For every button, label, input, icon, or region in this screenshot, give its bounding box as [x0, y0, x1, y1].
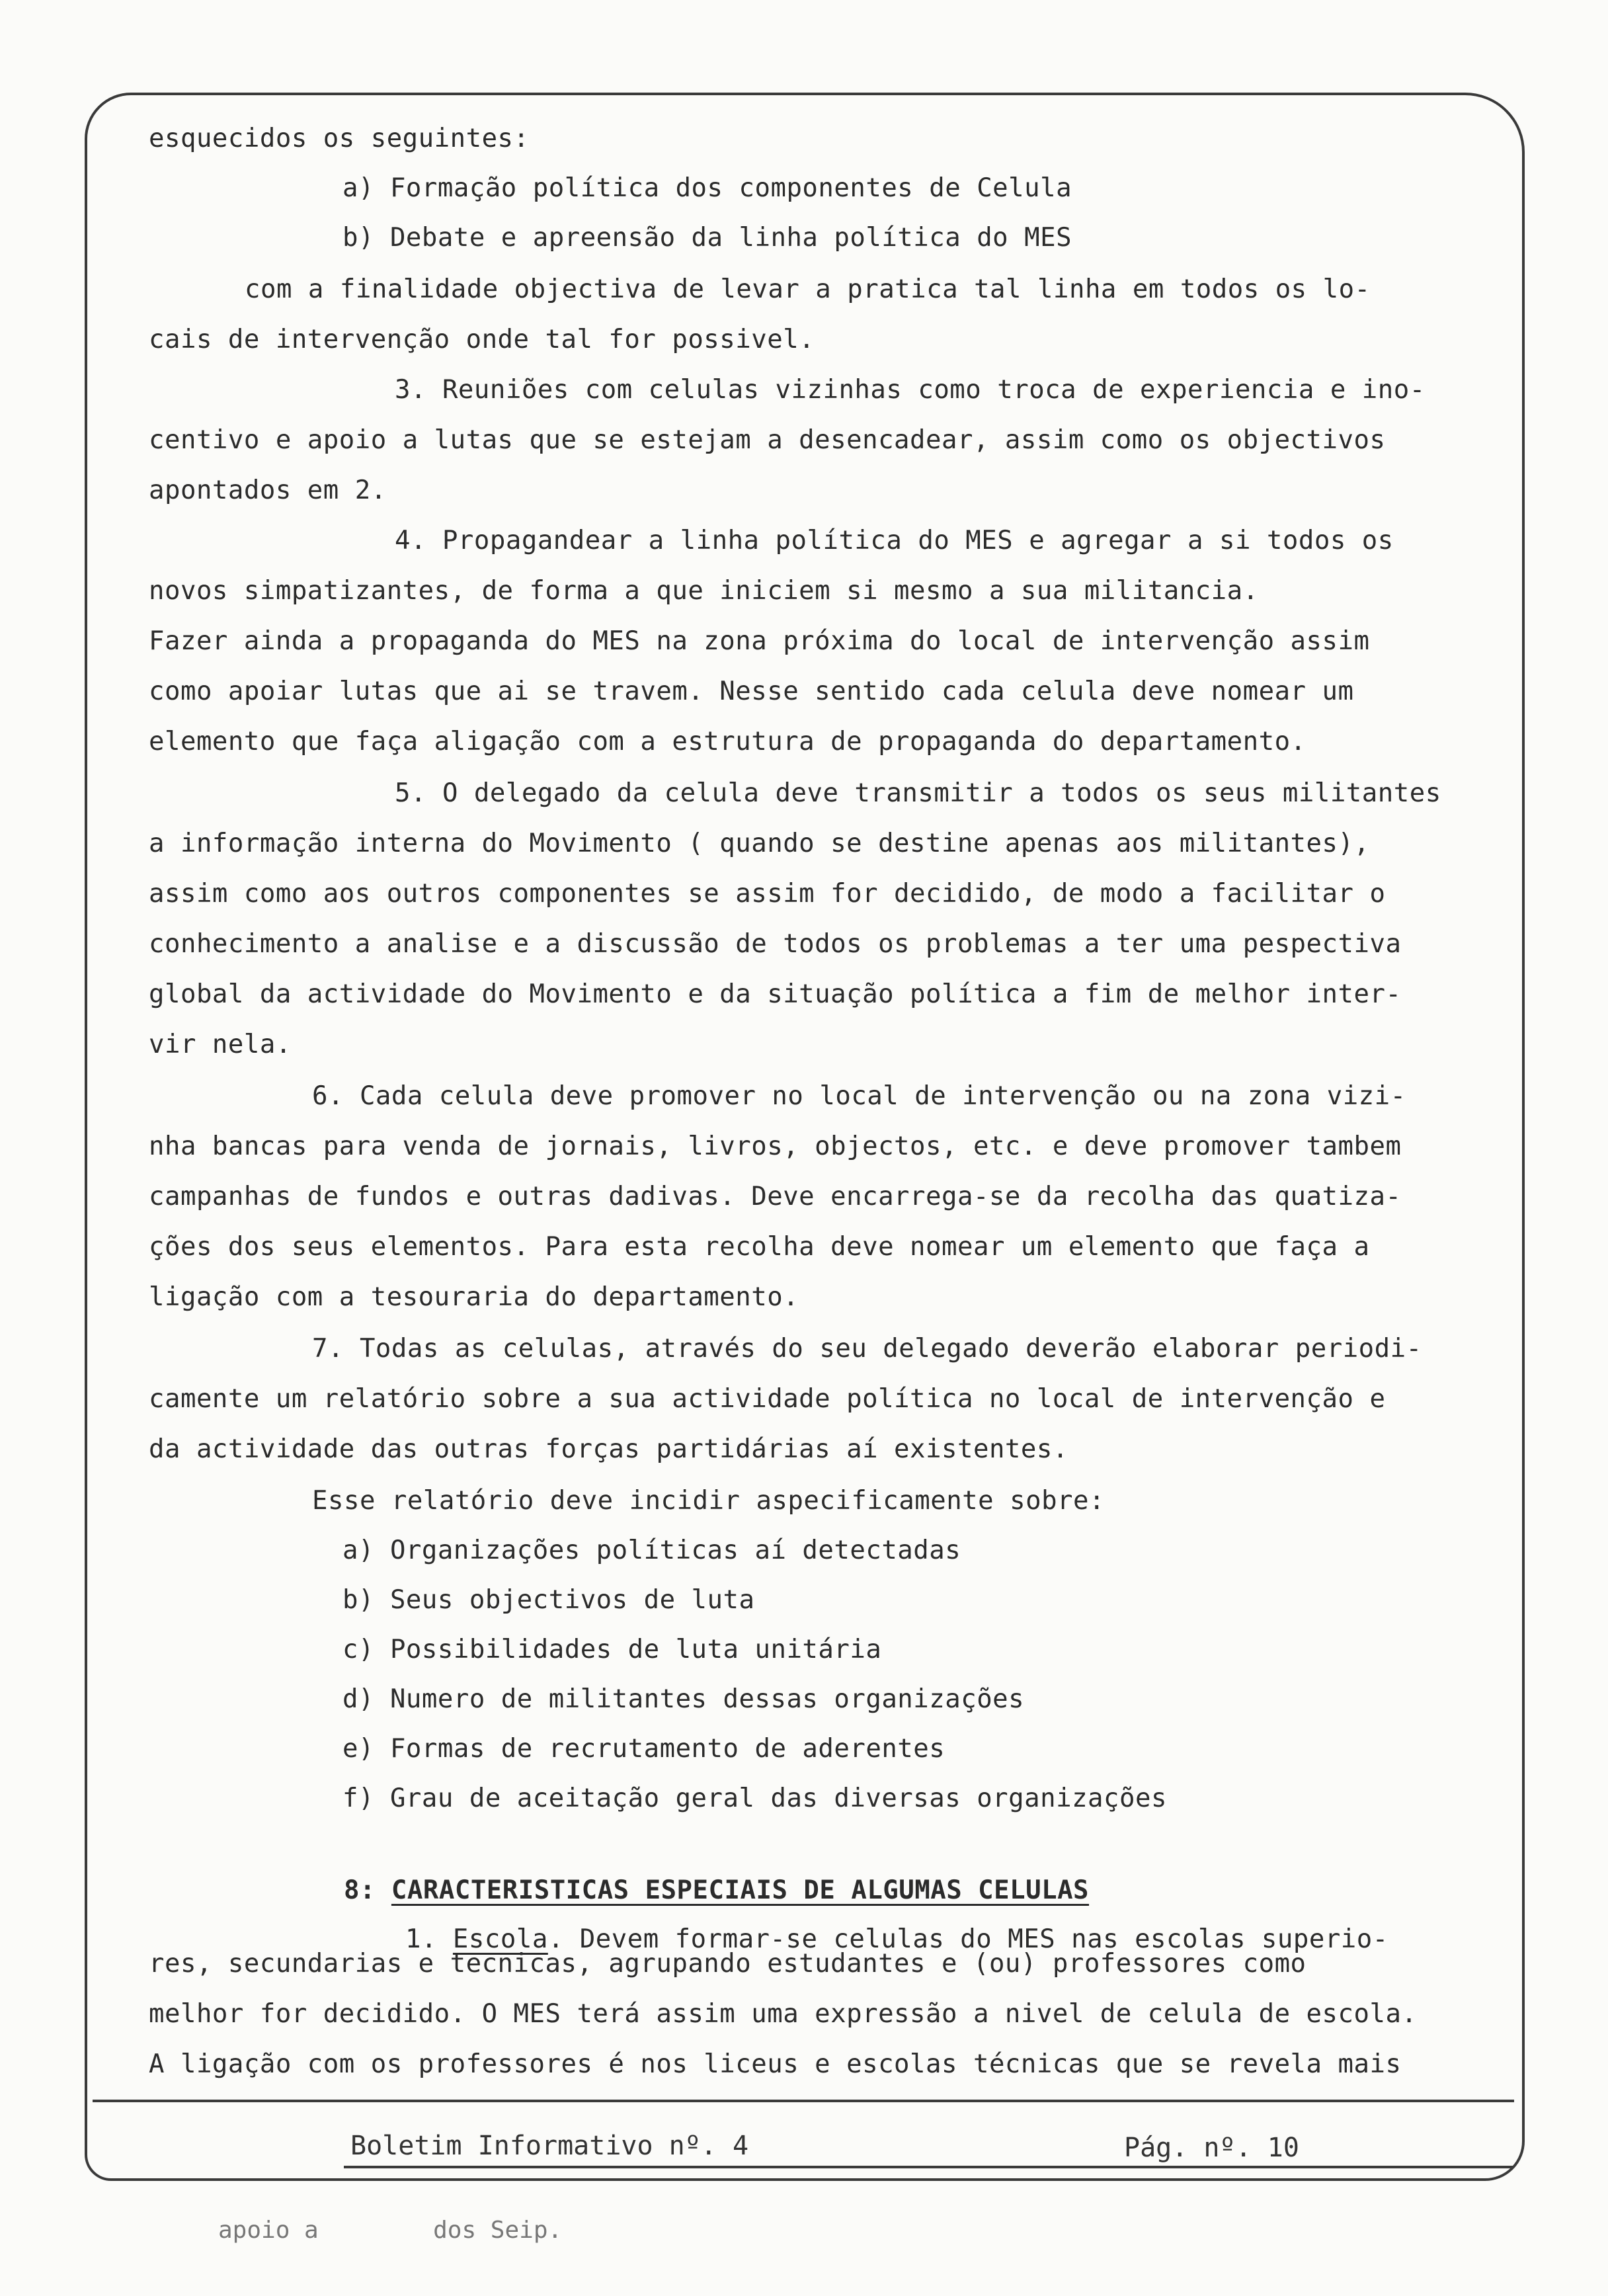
footer-rule-bottom	[344, 2166, 1514, 2168]
text-line: elemento que faça aligação com a estrutura de propaganda do departamento.	[149, 727, 1306, 757]
text-line: res, secundarias e tecnicas, agrupando estudantes e (ou) professores como	[149, 1949, 1306, 1979]
escola-term: Escola	[452, 1924, 548, 1954]
text-line: 4. Propagandear a linha política do MES e agregar a si todos os	[395, 526, 1394, 555]
text-line: 5. O delegado da celula deve transmitir a todos os seus militantes	[395, 778, 1441, 808]
text-line: nha bancas para venda de jornais, livros, objectos, etc. e deve promover tambem	[149, 1131, 1402, 1161]
text-line: Fazer ainda a propaganda do MES na zona próxima do local de intervenção assim	[149, 626, 1370, 656]
footer-bulletin-title: Boletim Informativo nº. 4	[350, 2131, 749, 2161]
text-line: 6. Cada celula deve promover no local de intervenção ou na zona vizi-	[312, 1081, 1406, 1111]
section-number: 8:	[343, 1875, 376, 1905]
escola-rest: . Devem formar-se celulas do MES nas escolas superio-	[547, 1924, 1388, 1954]
text-line: camente um relatório sobre a sua actividade política no local de intervenção e	[149, 1384, 1386, 1414]
text-line: apontados em 2.	[149, 475, 387, 505]
footer-rule-top	[93, 2100, 1514, 2102]
text-line: da actividade das outras forças partidárias aí existentes.	[149, 1434, 1068, 1464]
text-line: esquecidos os seguintes:	[149, 124, 530, 153]
escola-paragraph-start	[374, 1901, 1388, 1952]
section-title: CARACTERISTICAS ESPECIAIS DE ALGUMAS CELULAS	[391, 1875, 1090, 1905]
text-line: melhor for decidido. O MES terá assim uma expressão a nivel de celula de escola.	[149, 1999, 1418, 2029]
text-line: ções dos seus elementos. Para esta recolha deve nomear um elemento que faça a	[149, 1232, 1370, 1262]
footer-page-number: Pág. nº. 10	[1124, 2133, 1299, 2163]
text-line: novos simpatizantes, de forma a que iniciem si mesmo a sua militancia.	[149, 576, 1259, 606]
text-line: vir nela.	[149, 1030, 292, 1059]
text-line: a informação interna do Movimento ( quando se destine apenas aos militantes),	[149, 829, 1370, 858]
text-line: a) Organizações políticas aí detectadas	[342, 1536, 961, 1565]
text-line: e) Formas de recrutamento de aderentes	[342, 1734, 945, 1764]
text-line: c) Possibilidades de luta unitária	[342, 1635, 882, 1664]
text-line: b) Debate e apreensão da linha política do MES	[342, 223, 1072, 253]
text-line: ligação com a tesouraria do departamento.	[149, 1282, 799, 1312]
text-line: 3. Reuniões com celulas vizinhas como troca de experiencia e ino-	[395, 375, 1426, 405]
text-line: global da actividade do Movimento e da situação política a fim de melhor inter-	[149, 979, 1402, 1009]
text-line: como apoiar lutas que ai se travem. Nesse sentido cada celula deve nomear um	[149, 676, 1354, 706]
text-line: conhecimento a analise e a discussão de todos os problemas a ter uma pespectiva	[149, 929, 1402, 959]
text-line: com a finalidade objectiva de levar a pratica tal linha em todos os lo-	[245, 274, 1371, 304]
text-line: A ligação com os professores é nos liceus e escolas técnicas que se revela mais	[149, 2049, 1402, 2079]
text-line: f) Grau de aceitação geral das diversas organizações	[342, 1784, 1167, 1813]
text-line: Esse relatório deve incidir aspecificamente sobre:	[312, 1486, 1105, 1516]
section-heading	[312, 1852, 1089, 1903]
text-line: a) Formação política dos componentes de Celula	[342, 173, 1072, 203]
text-line: d) Numero de militantes dessas organizações	[342, 1684, 1025, 1714]
text-line: campanhas de fundos e outras dadivas. Deve encarrega-se da recolha das quatiza-	[149, 1182, 1402, 1211]
text-line: assim como aos outros componentes se assim for decidido, de modo a facilitar o	[149, 879, 1386, 909]
text-line: cais de intervenção onde tal for possivel.	[149, 325, 815, 354]
text-line: b) Seus objectivos de luta	[342, 1585, 755, 1615]
below-frame-text: apoio a dos Seip.	[218, 2217, 563, 2244]
text-line: 7. Todas as celulas, através do seu delegado deverão elaborar periodi-	[312, 1334, 1422, 1364]
escola-number: 1.	[405, 1924, 437, 1954]
text-line: centivo e apoio a lutas que se estejam a desencadear, assim como os objectivos	[149, 425, 1386, 455]
